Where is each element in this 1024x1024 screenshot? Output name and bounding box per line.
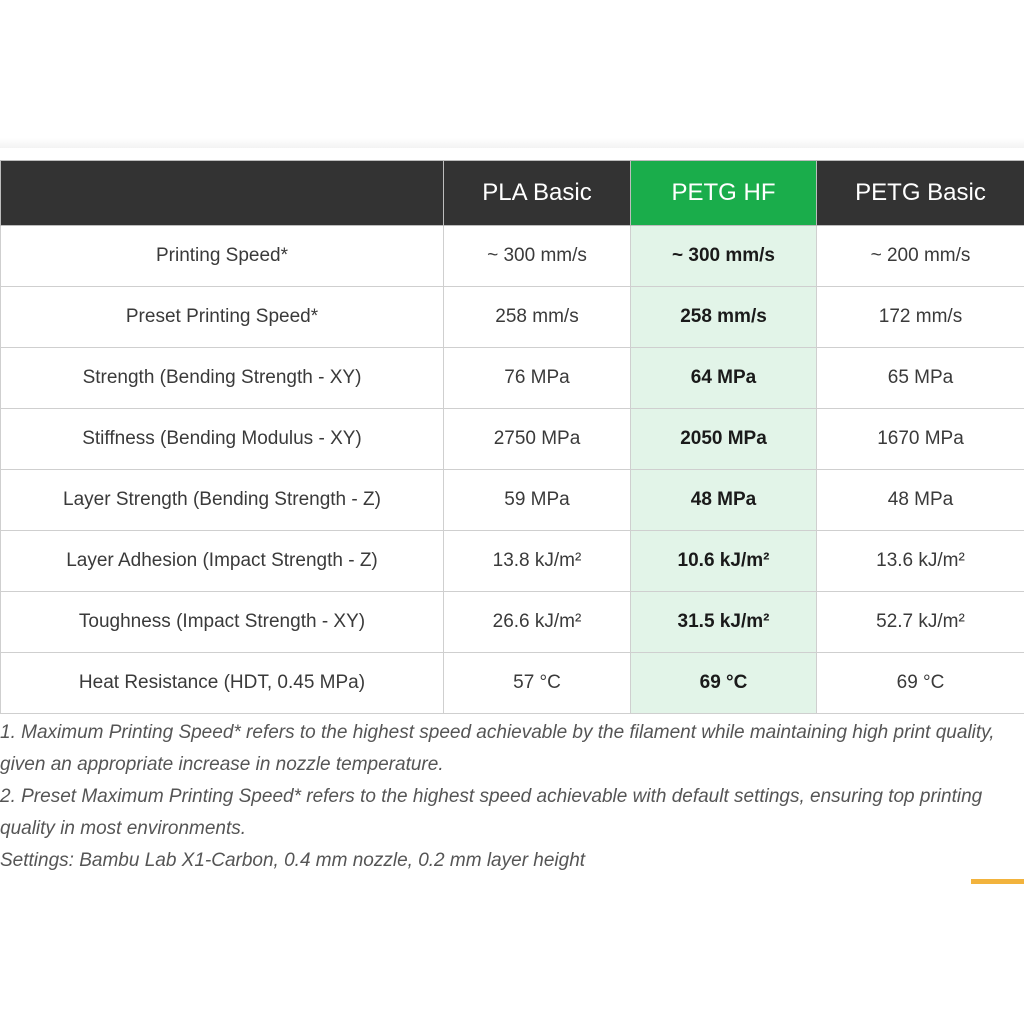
cell-petg-basic: ~ 200 mm/s: [817, 226, 1024, 287]
row-label: Preset Printing Speed*: [1, 287, 444, 348]
footnotes: [0, 717, 1024, 877]
row-label: Printing Speed*: [1, 226, 444, 287]
cell-pla-basic: 258 mm/s: [444, 287, 631, 348]
cell-petg-basic: 13.6 kJ/m²: [817, 531, 1024, 592]
header-petg-basic: PETG Basic: [817, 161, 1024, 226]
table-header-row: [1, 161, 1024, 226]
cell-petg-hf: 31.5 kJ/m²: [631, 592, 817, 653]
row-label: Layer Strength (Bending Strength - Z): [1, 470, 444, 531]
table-row: [1, 470, 1024, 531]
row-label: Stiffness (Bending Modulus - XY): [1, 409, 444, 470]
cell-pla-basic: 59 MPa: [444, 470, 631, 531]
footnote-1: 1. Maximum Printing Speed* refers to the highest speed achievable by the filament while maintaining high print quality, given an appropriate increase in nozzle temperature.: [0, 722, 995, 775]
cell-petg-basic: 69 °C: [817, 653, 1024, 714]
table-row: [1, 409, 1024, 470]
cell-petg-hf: ~ 300 mm/s: [631, 226, 817, 287]
row-label: Strength (Bending Strength - XY): [1, 348, 444, 409]
cell-pla-basic: 57 °C: [444, 653, 631, 714]
header-petg-hf: PETG HF: [631, 161, 817, 226]
cell-petg-basic: 48 MPa: [817, 470, 1024, 531]
cell-petg-hf: 2050 MPa: [631, 409, 817, 470]
cell-petg-hf: 64 MPa: [631, 348, 817, 409]
table-row: [1, 531, 1024, 592]
filament-comparison-table: [0, 160, 1024, 714]
footnote-2: 2. Preset Maximum Printing Speed* refers to the highest speed achievable with default settings, ensuring top printing quality in most environments.: [0, 786, 983, 839]
table-row: [1, 653, 1024, 714]
header-pla-basic: PLA Basic: [444, 161, 631, 226]
cell-pla-basic: 13.8 kJ/m²: [444, 531, 631, 592]
top-divider-shade: [0, 138, 1024, 148]
row-label: Layer Adhesion (Impact Strength - Z): [1, 531, 444, 592]
cell-pla-basic: 76 MPa: [444, 348, 631, 409]
row-label: Heat Resistance (HDT, 0.45 MPa): [1, 653, 444, 714]
cell-petg-basic: 1670 MPa: [817, 409, 1024, 470]
cell-pla-basic: ~ 300 mm/s: [444, 226, 631, 287]
row-label: Toughness (Impact Strength - XY): [1, 592, 444, 653]
cell-pla-basic: 26.6 kJ/m²: [444, 592, 631, 653]
table-row: [1, 226, 1024, 287]
cell-petg-hf: 48 MPa: [631, 470, 817, 531]
cell-petg-basic: 172 mm/s: [817, 287, 1024, 348]
settings-note: Settings: Bambu Lab X1-Carbon, 0.4 mm nozzle, 0.2 mm layer height: [0, 850, 586, 871]
table-row: [1, 287, 1024, 348]
cell-petg-hf: 69 °C: [631, 653, 817, 714]
cell-pla-basic: 2750 MPa: [444, 409, 631, 470]
table-row: [1, 348, 1024, 409]
cell-petg-basic: 65 MPa: [817, 348, 1024, 409]
cell-petg-hf: 258 mm/s: [631, 287, 817, 348]
cell-petg-basic: 52.7 kJ/m²: [817, 592, 1024, 653]
accent-bar: [971, 879, 1024, 884]
header-blank: [1, 161, 444, 226]
cell-petg-hf: 10.6 kJ/m²: [631, 531, 817, 592]
table-row: [1, 592, 1024, 653]
